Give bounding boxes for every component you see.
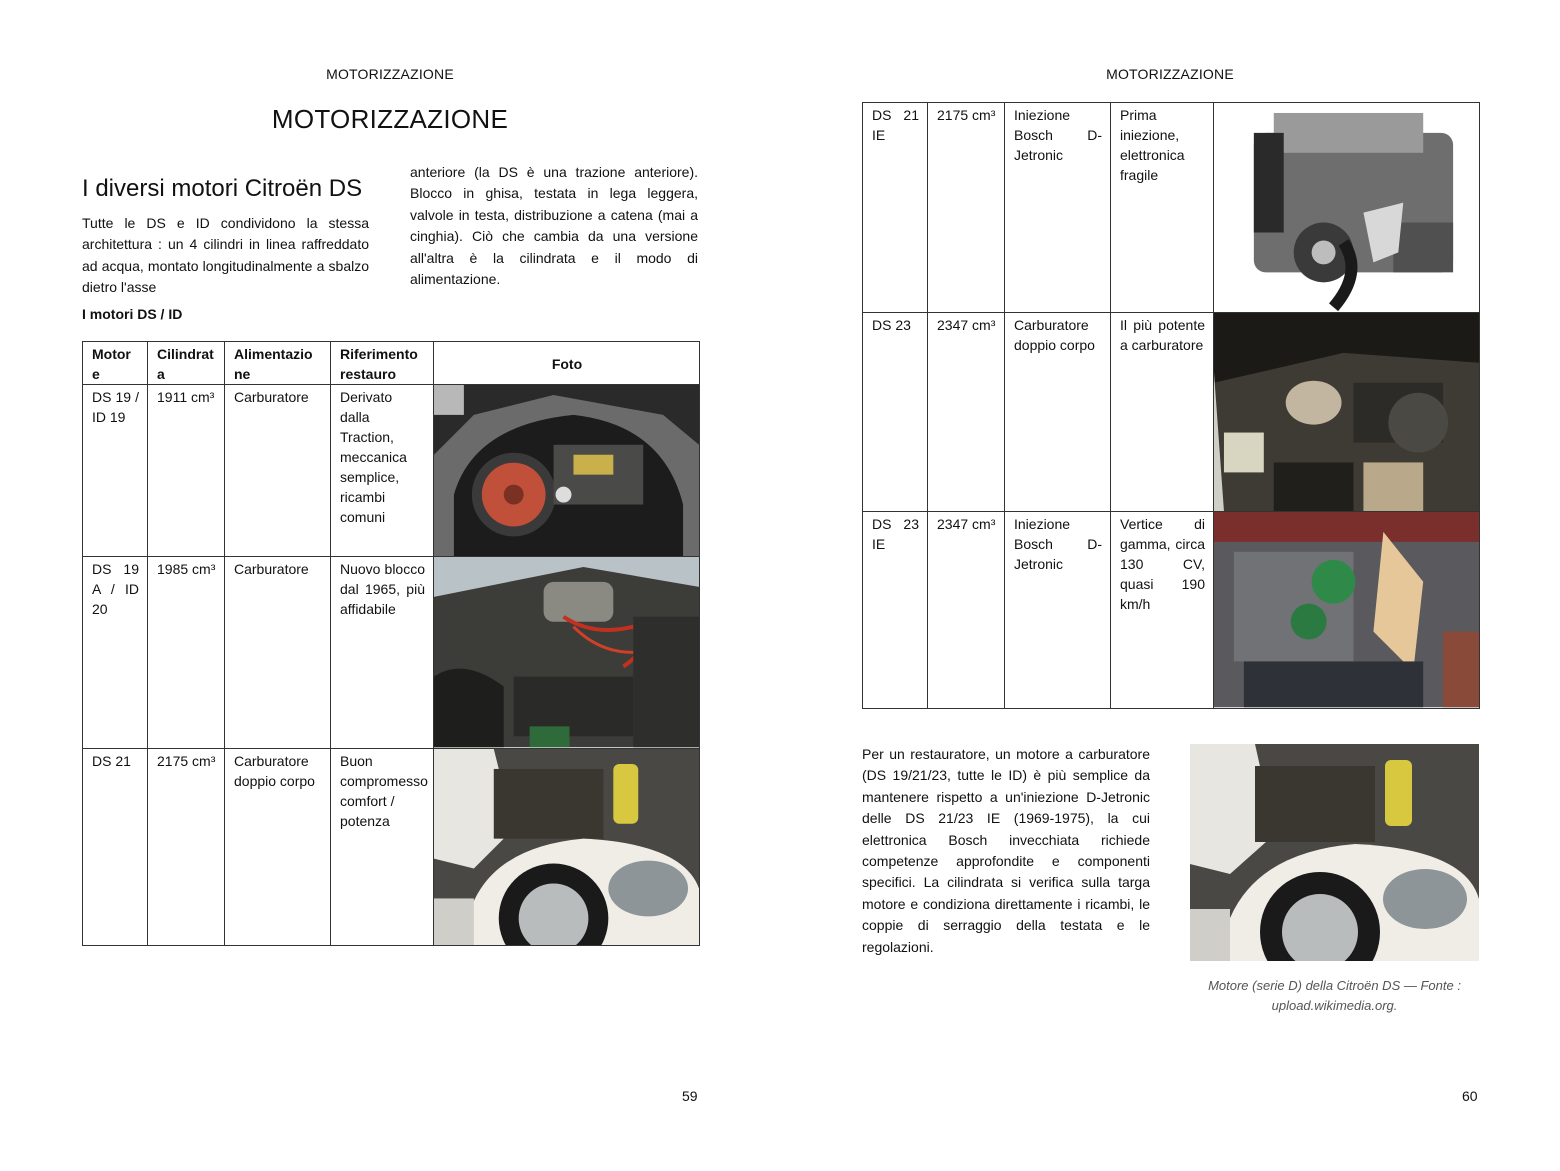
cell-motore: DS 23 [863,313,928,512]
cell-motore: DS 21 [83,748,148,945]
table-subheading: I motori DS / ID [82,306,183,322]
table-row [863,313,1480,512]
engine-workshop-photo-green [1214,512,1479,707]
header-riferimento: Riferimento restauro [331,342,434,385]
page-number: 59 [682,1088,698,1104]
cell-cilindrata: 2347 cm³ [928,512,1005,708]
cell-photo [434,557,700,748]
cell-alimentazione: Carburatore doppio corpo [225,748,331,945]
table-row [83,748,700,945]
cell-motore: DS 23 IE [863,512,928,708]
section-title: I diversi motori Citroën DS [82,175,363,202]
running-header: MOTORIZZAZIONE [326,66,454,82]
intro-paragraph-col2: anteriore (la DS è una trazione anteriore). Blocco in ghisa, testata in lega leggera, valvole in testa, distribuzione a catena (mai a cinghia). Ciò che cambia da una versione all'altra è la cilindrata e il modo di alimentazione. [410,164,698,288]
header-cilindrata: Cilindrat a [148,342,225,385]
cell-alimentazione: Carburatore doppio corpo [1005,313,1111,512]
cell-photo [434,748,700,945]
cell-alimentazione: Iniezione Bosch D-Jetronic [1005,103,1111,313]
engine-bay-photo-red-wires [434,557,699,747]
restore-paragraph: Per un restauratore, un motore a carburatore (DS 19/21/23, tutte le ID) è più semplice da mantenere rispetto a un'iniezione D-Jetronic delle DS 21/23 IE (1969-1975), la cui elettronica Bosch invecchiata richiede competenze approfondite e componenti specifici. La cilindrata si verifica sulla targa motore e condiziona direttamente i ricambi, le coppie di serraggio della testata e le regolazioni. [862,746,1150,955]
cell-cilindrata: 2175 cm³ [928,103,1005,313]
right-page [780,0,1560,1171]
cell-photo [1214,512,1480,708]
cell-photo [1214,313,1480,512]
cell-riferimento: Prima iniezione, elettronica fragile [1111,103,1214,313]
cell-motore: DS 21 IE [863,103,928,313]
engines-table [82,341,700,946]
engine-bay-photo-hood-open [1214,313,1479,511]
cell-motore: DS 19 A / ID 20 [83,557,148,748]
cell-alimentazione: Iniezione Bosch D-Jetronic [1005,512,1111,708]
cell-cilindrata: 1985 cm³ [148,557,225,748]
cell-alimentazione: Carburatore [225,557,331,748]
running-header: MOTORIZZAZIONE [1106,66,1234,82]
cell-alimentazione: Carburatore [225,385,331,557]
engines-table-continued [862,102,1480,709]
engine-bay-photo-spare-wheel [434,385,699,556]
table-row [863,103,1480,313]
header-motore: Motor e [83,342,148,385]
cell-cilindrata: 2347 cm³ [928,313,1005,512]
table-row [83,557,700,748]
cell-riferimento: Nuovo blocco dal 1965, più affidabile [331,557,434,748]
cell-photo [1214,103,1480,313]
cell-photo [434,385,700,557]
cell-motore: DS 19 / ID 19 [83,385,148,557]
photo-caption: Motore (serie D) della Citroën DS — Fonte : upload.wikimedia.org. [1208,978,1461,1013]
table-header-row [83,342,700,385]
engine-bay-photo-white-car [1190,744,1479,961]
page-number: 60 [1462,1088,1478,1104]
cell-riferimento: Vertice di gamma, circa 130 CV, quasi 190 km/h [1111,512,1214,708]
cell-riferimento: Derivato dalla Traction, meccanica semplice, ricambi comuni [331,385,434,557]
header-alimentazione: Alimentazio ne [225,342,331,385]
cell-cilindrata: 1911 cm³ [148,385,225,557]
table-row [83,385,700,557]
cell-cilindrata: 2175 cm³ [148,748,225,945]
cell-riferimento: Buon compromesso comfort / potenza [331,748,434,945]
engine-block-photo-bw [1214,103,1479,312]
intro-paragraph-col1: Tutte le DS e ID condividono la stessa architettura : un 4 cilindri in linea raffreddato ad acqua, montato longitudinalmente a sbalzo dietro l'asse [82,215,369,296]
header-foto: Foto [434,342,700,385]
engine-bay-photo-white-car [434,749,699,945]
cell-riferimento: Il più potente a carburatore [1111,313,1214,512]
chapter-title: MOTORIZZAZIONE [271,104,509,134]
table-row [863,512,1480,708]
